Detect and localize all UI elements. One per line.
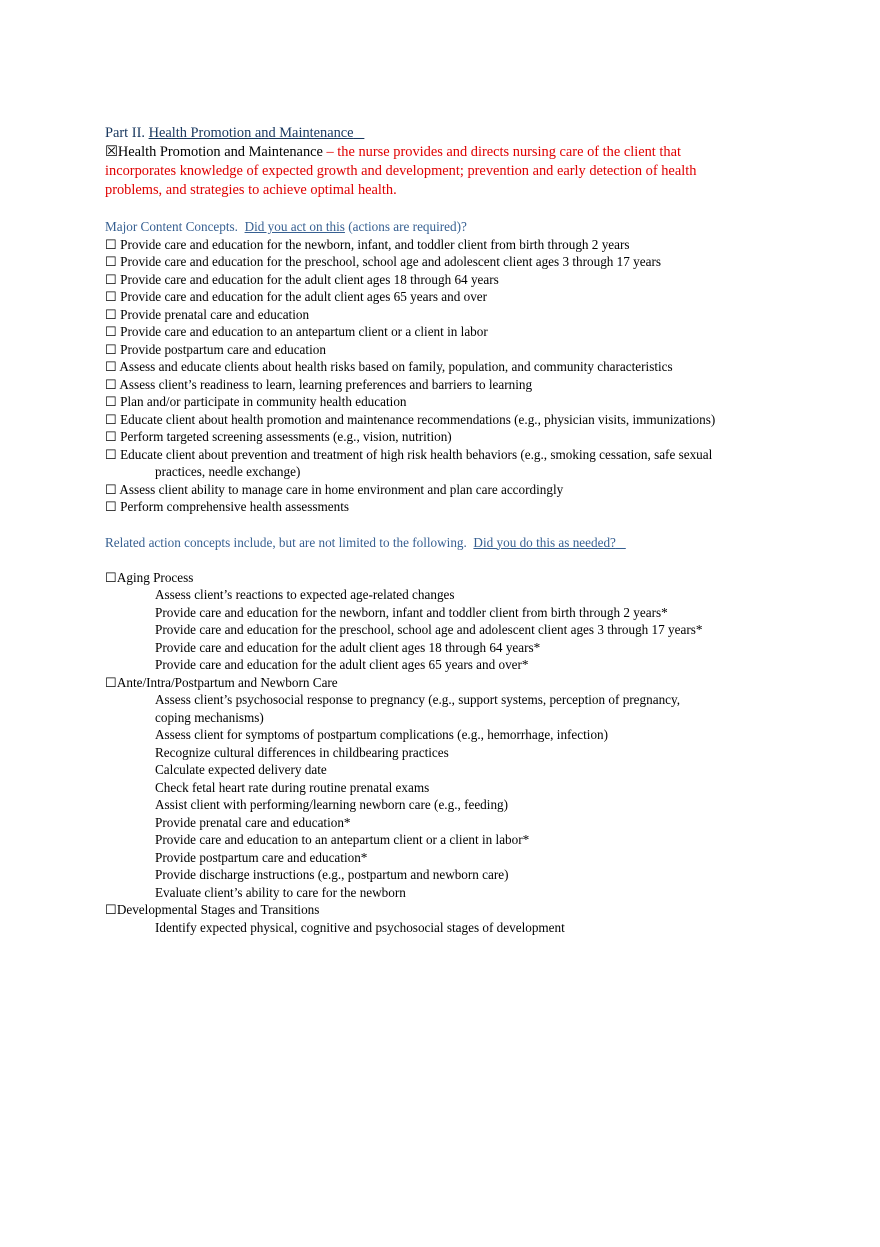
checklist-item bbox=[105, 428, 723, 446]
related-action-item: Assess client’s reactions to expected age-related changes bbox=[155, 587, 455, 602]
checklist-item bbox=[105, 341, 723, 359]
related-action-item: Identify expected physical, cognitive and psychosocial stages of development bbox=[155, 919, 565, 935]
related-group-label: Aging Process bbox=[116, 569, 194, 585]
related-actions-heading bbox=[105, 534, 723, 552]
checklist-item-text: Provide prenatal care and education bbox=[120, 306, 310, 322]
empty-checkbox-icon[interactable]: ☐ bbox=[105, 429, 121, 444]
checklist-item bbox=[105, 271, 723, 289]
empty-checkbox-icon[interactable]: ☐ bbox=[105, 236, 121, 252]
checklist-item bbox=[105, 253, 723, 271]
checklist-item-text: Perform targeted screening assessments (e.g., vision, nutrition) bbox=[120, 429, 452, 444]
major-concepts-heading bbox=[105, 218, 723, 236]
checklist-item-text: Assess and educate clients about health risks based on family, population, and community characteristics bbox=[119, 359, 673, 374]
empty-checkbox-icon[interactable]: ☐ bbox=[105, 674, 117, 690]
checklist-item bbox=[105, 306, 723, 324]
related-action-item: Provide care and education for the newborn, infant and toddler client from birth through 2 years* bbox=[155, 604, 668, 620]
document-content bbox=[105, 124, 723, 936]
checklist-item-text: Provide care and education for the newborn, infant, and toddler client from birth through 2 years bbox=[120, 236, 630, 252]
checked-checkbox-icon[interactable]: ☒ bbox=[105, 144, 118, 160]
related-action-item: Provide care and education for the adult client ages 18 through 64 years* bbox=[155, 639, 541, 655]
related-action-item: Provide postpartum care and education* bbox=[155, 849, 368, 865]
title-prefix: Part II. bbox=[105, 125, 149, 141]
related-group-heading bbox=[105, 569, 723, 587]
checklist-item-text: Assess client ability to manage care in home environment and plan care accordingly bbox=[119, 481, 564, 497]
empty-checkbox-icon[interactable]: ☐ bbox=[105, 289, 121, 304]
empty-checkbox-icon[interactable]: ☐ bbox=[105, 271, 121, 287]
empty-checkbox-icon[interactable]: ☐ bbox=[105, 341, 121, 357]
major-heading-lead: Major Content Concepts. bbox=[105, 219, 245, 234]
checklist-item-text: Perform comprehensive health assessments bbox=[120, 499, 350, 514]
checklist-item bbox=[105, 446, 723, 481]
related-action-item: Provide care and education to an antepartum client or a client in labor* bbox=[155, 832, 530, 847]
related-heading-underline-tail bbox=[616, 535, 626, 550]
related-action-item: Assist client with performing/learning newborn care (e.g., feeding) bbox=[155, 797, 509, 812]
empty-checkbox-icon[interactable]: ☐ bbox=[105, 324, 121, 339]
related-action-item: Calculate expected delivery date bbox=[155, 762, 327, 777]
checklist-item bbox=[105, 376, 723, 394]
intro-label: Health Promotion and Maintenance bbox=[117, 144, 327, 160]
related-action-item: Assess client’s psychosocial response to pregnancy (e.g., support systems, perception of pregnancy, coping mechanisms) bbox=[155, 692, 681, 725]
empty-checkbox-icon[interactable]: ☐ bbox=[105, 306, 121, 322]
related-actions-list bbox=[105, 569, 723, 937]
major-heading-underlined: Did you act on this bbox=[244, 219, 345, 234]
intro-description: – the nurse provides and directs nursing care of the client that incorporates knowledge of expected growth and development; prevention and early detection of health problems, and strategies to achieve optimal health. bbox=[105, 144, 697, 198]
empty-checkbox-icon[interactable]: ☐ bbox=[105, 499, 121, 514]
related-group-label: Ante/Intra/Postpartum and Newborn Care bbox=[116, 674, 338, 690]
related-heading-underlined: Did you do this as needed? bbox=[473, 534, 616, 550]
checklist-item bbox=[105, 481, 723, 499]
related-group-heading bbox=[105, 674, 723, 692]
related-group-heading bbox=[105, 901, 723, 919]
checklist-item bbox=[105, 288, 723, 306]
major-heading-tail: (actions are required)? bbox=[344, 219, 467, 234]
page-title bbox=[105, 124, 723, 143]
related-action-item: Assess client for symptoms of postpartum complications (e.g., hemorrhage, infection) bbox=[155, 727, 609, 742]
related-action-item: Provide discharge instructions (e.g., postpartum and newborn care) bbox=[155, 867, 509, 882]
empty-checkbox-icon[interactable]: ☐ bbox=[105, 376, 120, 392]
checklist-item-text: Plan and/or participate in community health education bbox=[120, 394, 407, 409]
checklist-item bbox=[105, 498, 723, 516]
empty-checkbox-icon[interactable]: ☐ bbox=[105, 569, 117, 585]
empty-checkbox-icon[interactable]: ☐ bbox=[105, 359, 120, 374]
checklist-item bbox=[105, 411, 723, 429]
related-action-item: Check fetal heart rate during routine prenatal exams bbox=[155, 779, 430, 795]
empty-checkbox-icon[interactable]: ☐ bbox=[105, 446, 121, 462]
related-heading-lead: Related action concepts include, but are not limited to the following. bbox=[105, 534, 474, 550]
checklist-item bbox=[105, 236, 723, 254]
empty-checkbox-icon[interactable]: ☐ bbox=[105, 411, 121, 427]
empty-checkbox-icon[interactable]: ☐ bbox=[105, 394, 121, 409]
empty-checkbox-icon[interactable]: ☐ bbox=[105, 481, 120, 497]
intro-paragraph bbox=[105, 143, 711, 200]
related-action-item: Evaluate client’s ability to care for the newborn bbox=[155, 884, 406, 900]
checklist-item-text: Educate client about prevention and treatment of high risk health behaviors (e.g., smoking cessation, safe sexual practices, needle exchange) bbox=[120, 446, 713, 479]
title-text: Health Promotion and Maintenance bbox=[148, 125, 354, 141]
title-underline-tail bbox=[354, 125, 365, 141]
checklist-item bbox=[105, 393, 723, 411]
checklist-item-text: Provide care and education for the adult client ages 65 years and over bbox=[120, 289, 488, 304]
related-action-item: Provide care and education for the adult client ages 65 years and over* bbox=[155, 657, 529, 672]
empty-checkbox-icon[interactable]: ☐ bbox=[105, 254, 121, 269]
checklist-item bbox=[105, 358, 723, 376]
related-action-item: Provide prenatal care and education* bbox=[155, 814, 351, 830]
empty-checkbox-icon[interactable]: ☐ bbox=[105, 902, 117, 917]
related-group-label: Developmental Stages and Transitions bbox=[116, 902, 320, 917]
related-action-item: Recognize cultural differences in childbearing practices bbox=[155, 744, 449, 760]
checklist-item-text: Provide care and education for the adult client ages 18 through 64 years bbox=[120, 271, 499, 287]
checklist-item-text: Provide postpartum care and education bbox=[120, 341, 326, 357]
major-concepts-list bbox=[105, 236, 723, 516]
checklist-item-text: Assess client’s readiness to learn, learning preferences and barriers to learning bbox=[119, 376, 533, 392]
checklist-item bbox=[105, 323, 723, 341]
checklist-item-text: Provide care and education for the preschool, school age and adolescent client ages 3 through 17 years bbox=[120, 254, 661, 269]
checklist-item-text: Educate client about health promotion and maintenance recommendations (e.g., physician visits, immunizations) bbox=[120, 411, 716, 427]
checklist-item-text: Provide care and education to an antepartum client or a client in labor bbox=[120, 324, 488, 339]
related-action-item: Provide care and education for the preschool, school age and adolescent client ages 3 through 17 years* bbox=[155, 622, 703, 637]
